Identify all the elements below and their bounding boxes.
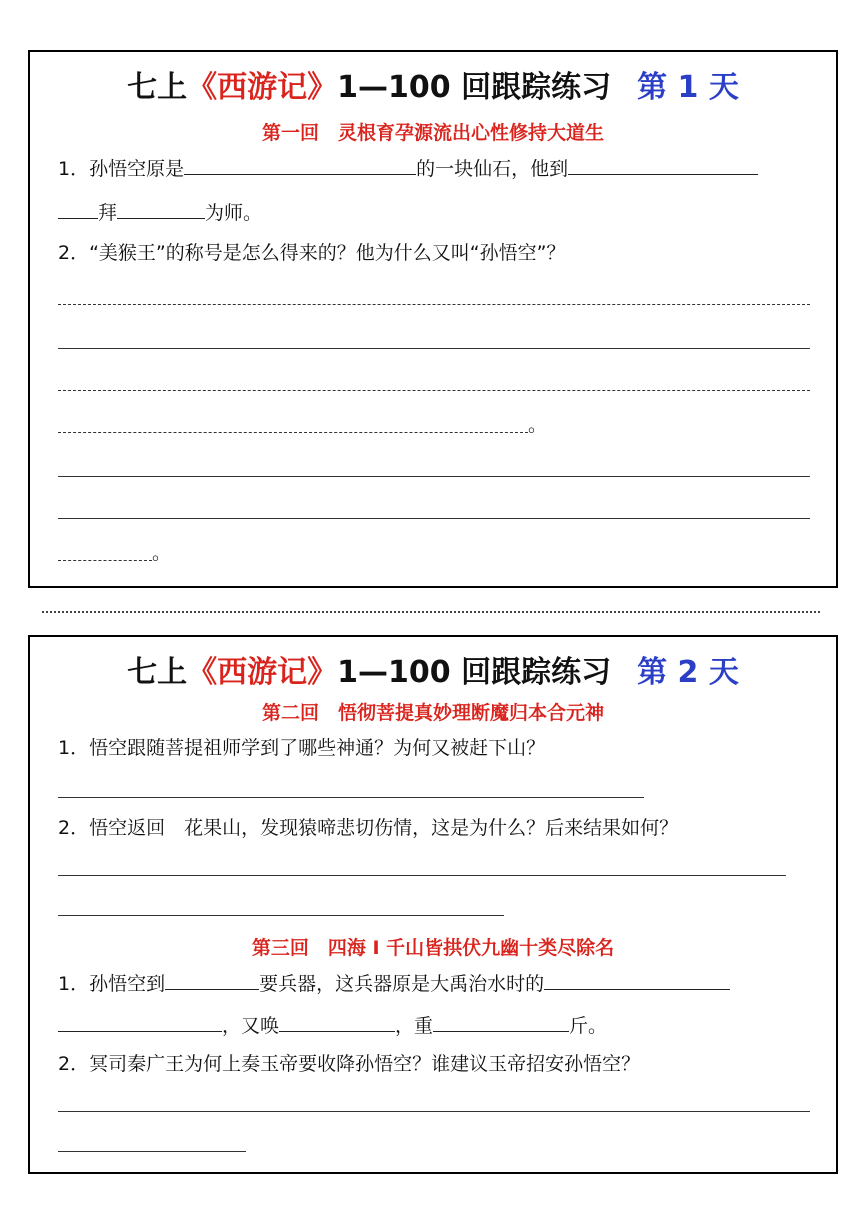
question-text: ，又唤	[222, 1015, 280, 1037]
title-book-name: 《西游记》	[187, 70, 338, 105]
answer-blank[interactable]	[117, 200, 205, 219]
chapter3-question-1-line-1	[58, 971, 730, 997]
answer-blank[interactable]	[279, 1013, 395, 1032]
chapter-heading: 第一回 灵根育孕源流出心性修持大道生	[261, 122, 604, 144]
answer-blank[interactable]	[58, 1013, 222, 1032]
answer-line[interactable]	[58, 390, 810, 391]
question-text: 1．孙悟空原是	[58, 158, 185, 180]
title-prefix: 七上	[127, 70, 188, 105]
question-1-line-2	[58, 200, 262, 226]
answer-line[interactable]	[58, 518, 810, 519]
answer-line[interactable]	[58, 1151, 246, 1152]
question-text: 要兵器，这兵器原是大禹治水时的	[259, 973, 545, 995]
answer-line[interactable]	[58, 304, 810, 305]
answer-blank[interactable]	[568, 156, 758, 175]
answer-blank[interactable]	[184, 156, 416, 175]
title-suffix: 1—100 回跟踪练习	[337, 70, 612, 105]
title-book-name: 《西游记》	[187, 655, 338, 690]
answer-line[interactable]	[58, 1111, 810, 1112]
answer-blank[interactable]	[544, 971, 730, 990]
question-text: 拜	[98, 202, 118, 224]
day-label: 第 2 天	[637, 655, 739, 690]
answer-line[interactable]	[58, 348, 810, 349]
worksheet-day-1	[28, 50, 838, 588]
question-text: 1．孙悟空到	[58, 973, 166, 995]
title-prefix: 七上	[127, 655, 188, 690]
answer-blank[interactable]	[165, 971, 259, 990]
answer-line[interactable]	[58, 476, 810, 477]
answer-blank[interactable]	[58, 200, 98, 219]
question-text: 的一块仙石，他到	[416, 158, 569, 180]
chapter2-question-1: 1．悟空跟随菩提祖师学到了哪些神通？为何又被赶下山？	[58, 737, 546, 759]
title-suffix: 1—100 回跟踪练习	[337, 655, 612, 690]
question-1-line-1	[58, 156, 758, 182]
day-label: 第 1 天	[637, 70, 739, 105]
end-period: 。	[528, 414, 548, 436]
answer-line[interactable]	[58, 560, 152, 561]
chapter2-question-2: 2．悟空返回 花果山，发现猿啼悲切伤情，这是为什么？后来结果如何？	[58, 817, 679, 839]
dotted-separator	[42, 611, 820, 613]
end-period: 。	[152, 542, 172, 564]
chapter3-question-1-line-2	[58, 1013, 607, 1039]
worksheet-day-2	[28, 635, 838, 1174]
worksheet-title	[30, 62, 836, 106]
answer-line[interactable]	[58, 915, 504, 916]
question-text: 为师。	[205, 202, 263, 224]
question-text: 斤。	[569, 1015, 608, 1037]
answer-line[interactable]	[58, 875, 786, 876]
chapter-heading: 第三回 四海 I 千山皆拱伏九幽十类尽除名	[251, 937, 615, 959]
answer-blank[interactable]	[433, 1013, 569, 1032]
question-text: ，重	[395, 1015, 434, 1037]
chapter-heading: 第二回 悟彻菩提真妙理断魔归本合元神	[261, 702, 604, 724]
answer-line[interactable]	[58, 797, 644, 798]
question-2: 2．“美猴王”的称号是怎么得来的？他为什么又叫“孙悟空”？	[58, 242, 566, 264]
worksheet-title	[30, 647, 836, 691]
answer-line[interactable]	[58, 432, 528, 433]
chapter3-question-2: 2．冥司秦广王为何上奏玉帝要收降孙悟空？谁建议玉帝招安孙悟空？	[58, 1053, 641, 1075]
